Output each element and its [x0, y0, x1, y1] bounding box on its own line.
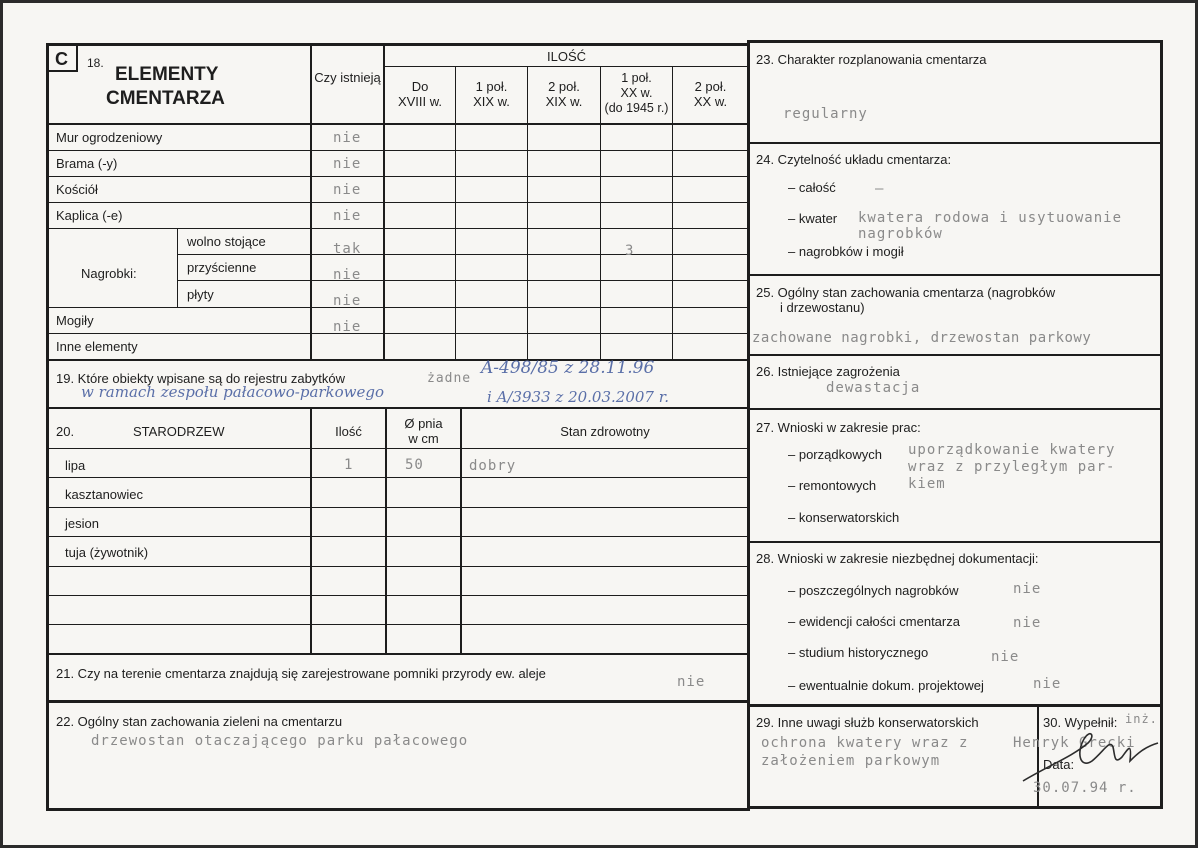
section-28-value-3: nie: [991, 649, 1020, 665]
value-slabs-exists: nie: [333, 293, 362, 309]
section-22-value: drzewostan otaczającego parku pałacowego: [91, 733, 469, 749]
section-24-item-tombs: – nagrobków i mogił: [788, 244, 904, 259]
section-20-col-qty: Ilość: [335, 424, 362, 439]
section-27-value-1: uporządkowanie kwatery: [908, 442, 1116, 458]
row-label-wall: Mur ogrodzeniowy: [56, 130, 163, 145]
col-header-exists: Czy istnieją: [314, 70, 381, 85]
section-22-label: 22. Ogólny stan zachowania zieleni na cmentarzu: [56, 714, 343, 729]
section-28-value-4: nie: [1033, 676, 1062, 692]
row-label-slabs: płyty: [187, 287, 214, 302]
section-20-title: STARODRZEW: [133, 424, 225, 439]
section-19-handwritten-a: A-498/85 z 28.11.96: [481, 358, 655, 378]
value-wall-mounted-exists: nie: [333, 267, 362, 283]
section-27-item-repair: – remontowych: [788, 478, 877, 493]
section-29-value-2: założeniem parkowym: [761, 753, 941, 769]
tree-health-1: dobry: [469, 458, 517, 474]
section-30-date-value: 30.07.94 r.: [1033, 780, 1137, 796]
section-18-title-line1: ELEMENTY: [115, 64, 219, 85]
col-header-period-2: 1 poł. XIX w.: [473, 79, 510, 109]
section-20-number: 20.: [56, 424, 75, 439]
section-19-handwritten-c: i A/3933 z 20.03.2007 r.: [487, 388, 670, 406]
section-26-label: 26. Istniejące zagrożenia: [756, 364, 900, 379]
tree-name-2: kasztanowiec: [65, 487, 144, 502]
section-24-item-whole-value: –: [875, 181, 885, 197]
section-28-item-2: – ewidencji całości cmentarza: [788, 614, 960, 629]
value-gate-exists: nie: [333, 156, 362, 172]
section-24-item-quarter-value-1: kwatera rodowa i usytuowanie: [858, 210, 1123, 226]
row-label-chapel: Kaplica (-e): [56, 208, 123, 223]
section-21-value: nie: [677, 674, 706, 690]
value-church-exists: nie: [333, 182, 362, 198]
value-freestanding-qty: 3: [625, 243, 635, 259]
section-30-title: inż.: [1125, 712, 1158, 726]
section-18-number: 18.: [87, 56, 104, 70]
section-20-col-health: Stan zdrowotny: [560, 424, 650, 439]
section-27-value-3: kiem: [908, 476, 946, 492]
section-25-label-2: i drzewostanu): [780, 300, 865, 315]
row-label-gate: Brama (-y): [56, 156, 118, 171]
section-27-label: 27. Wnioski w zakresie prac:: [756, 420, 921, 435]
form-sheet: [3, 3, 1195, 845]
section-28-item-4: – ewentualnie dokum. projektowej: [788, 678, 984, 693]
row-label-church: Kościół: [56, 182, 98, 197]
col-header-period-5: 2 poł. XX w.: [693, 79, 728, 109]
row-label-graves: Mogiły: [56, 313, 94, 328]
section-25-label-1: 25. Ogólny stan zachowania cmentarza (nagrobków: [756, 285, 1056, 300]
section-27-value-2: wraz z przyległym par-: [908, 459, 1116, 475]
section-29-value-1: ochrona kwatery wraz z: [761, 735, 969, 751]
tree-diameter-1: 50: [405, 457, 424, 473]
row-label-freestanding: wolno stojące: [187, 234, 266, 249]
col-header-quantity: ILOŚĆ: [546, 49, 586, 64]
section-30-name: Henryk Grecki: [1013, 735, 1136, 751]
tree-qty-1: 1: [344, 457, 354, 473]
signature-icon: [1018, 721, 1168, 791]
section-27-item-conservation: – konserwatorskich: [788, 510, 900, 525]
section-24-label: 24. Czytelność układu cmentarza:: [756, 152, 952, 167]
section-21-label: 21. Czy na terenie cmentarza znajdują się zarejestrowane pomniki przyrody ew. aleje: [56, 666, 546, 681]
section-28-value-1: nie: [1013, 581, 1042, 597]
value-graves-exists: nie: [333, 319, 362, 335]
section-27-item-order: – porządkowych: [788, 447, 882, 462]
row-label-wall-mounted: przyściennе: [187, 260, 257, 275]
row-label-other: Inne elementy: [56, 339, 138, 354]
section-28-item-3: – studium historycznego: [788, 645, 929, 660]
section-24-item-quarter: – kwater: [788, 211, 838, 226]
section-30-label: 30. Wypełnił:: [1043, 715, 1118, 730]
section-28-label: 28. Wnioski w zakresie niezbędnej dokumentacji:: [756, 551, 1039, 566]
tree-name-1: lipa: [65, 458, 86, 473]
section-29-label: 29. Inne uwagi służb konserwatorskich: [756, 715, 979, 730]
section-25-value: zachowane nagrobki, drzewostan parkowy: [752, 330, 1092, 346]
row-label-tombstones: Nagrobki:: [81, 266, 137, 281]
section-18-title-line2: CMENTARZA: [106, 88, 225, 109]
value-wall-exists: nie: [333, 130, 362, 146]
col-header-period-4: 1 poł. XX w. (do 1945 r.): [604, 71, 669, 115]
section-19-label: 19. Które obiekty wpisane są do rejestru zabytków: [56, 371, 346, 386]
value-freestanding-exists: tak: [333, 241, 362, 257]
section-19-typed-none: żadne: [427, 371, 472, 386]
section-30-date-label: Data:: [1043, 757, 1075, 772]
tree-name-3: jesion: [65, 516, 99, 531]
section-28-item-1: – poszczególnych nagrobków: [788, 583, 959, 598]
value-chapel-exists: nie: [333, 208, 362, 224]
section-24-item-whole: – całość: [788, 180, 836, 195]
section-20-col-diameter: Ø pnia w cm: [404, 416, 443, 446]
section-26-value: dewastacja: [826, 380, 921, 396]
tree-name-4: tuja (żywotnik): [65, 545, 149, 560]
section-23-label: 23. Charakter rozplanowania cmentarza: [756, 52, 987, 67]
section-28-value-2: nie: [1013, 615, 1042, 631]
section-23-value: regularny: [783, 106, 868, 122]
col-header-period-1: Do XVIII w.: [397, 79, 443, 109]
section-24-item-quarter-value-2: nagrobków: [858, 226, 943, 242]
col-header-period-3: 2 poł. XIX w.: [545, 79, 583, 109]
section-19-handwritten-b: w ramach zespołu pałacowo-parkowego: [81, 383, 385, 401]
section-letter: C: [55, 49, 68, 69]
